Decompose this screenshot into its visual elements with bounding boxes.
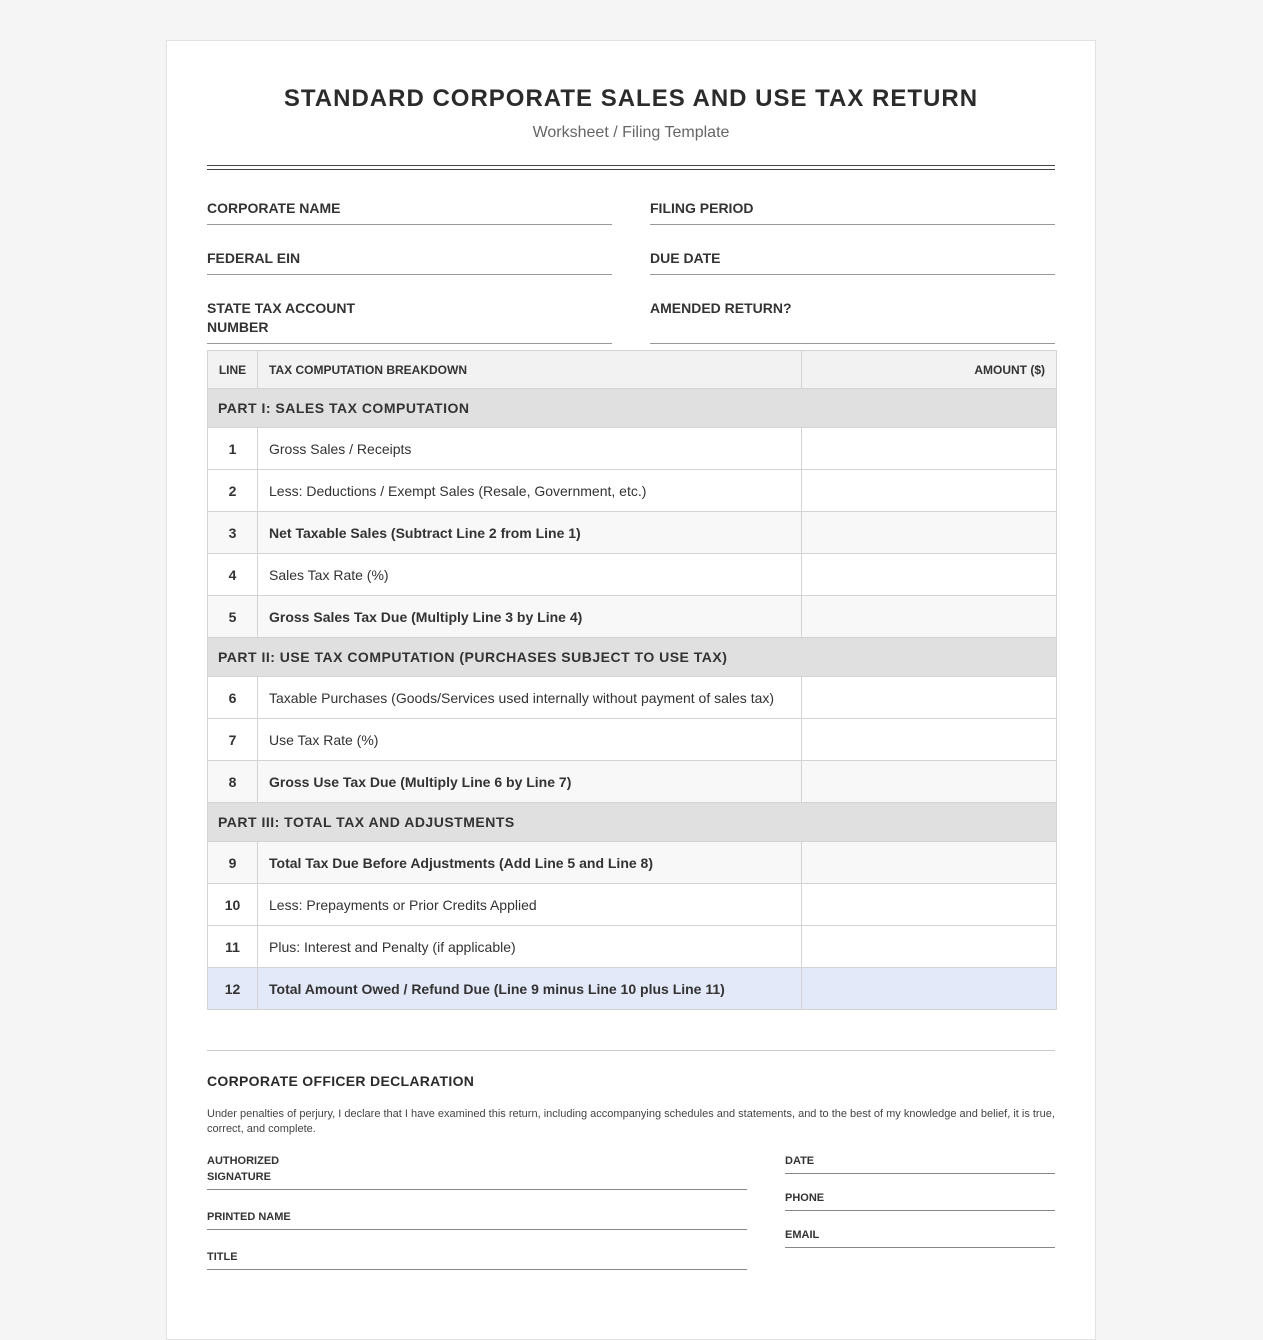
amount-cell[interactable]	[802, 926, 1057, 968]
table-row	[208, 719, 1057, 761]
filing-period-field[interactable]	[650, 199, 1055, 225]
total-row	[208, 968, 1057, 1010]
corporate-info-left	[207, 199, 612, 344]
table-row	[208, 554, 1057, 596]
breakdown-column-header: TAX COMPUTATION BREAKDOWN	[258, 351, 802, 389]
amount-cell[interactable]	[802, 968, 1057, 1010]
amount-cell[interactable]	[802, 884, 1057, 926]
line-description: Total Tax Due Before Adjustments (Add Line 5 and Line 8)	[258, 842, 802, 884]
line-number: 12	[208, 968, 258, 1010]
amount-cell[interactable]	[802, 719, 1057, 761]
printed-name-field[interactable]	[207, 1209, 747, 1230]
part-header-row	[208, 389, 1057, 428]
part-header-row	[208, 638, 1057, 677]
table-row	[208, 428, 1057, 470]
table-row	[208, 926, 1057, 968]
table-row	[208, 512, 1057, 554]
table-header-row	[208, 351, 1057, 389]
line-number: 5	[208, 596, 258, 638]
table-row	[208, 470, 1057, 512]
date-label: DATE	[785, 1155, 815, 1167]
part-1-title: PART I: SALES TAX COMPUTATION	[208, 389, 1057, 428]
amount-cell[interactable]	[802, 470, 1057, 512]
line-number: 2	[208, 470, 258, 512]
table-row	[208, 596, 1057, 638]
due-date-label: DUE DATE	[650, 250, 721, 266]
amount-cell[interactable]	[802, 596, 1057, 638]
line-description: Total Amount Owed / Refund Due (Line 9 minus Line 10 plus Line 11)	[258, 968, 802, 1010]
declaration-text: Under penalties of perjury, I declare that I have examined this return, including accompanying schedules and statements, and to the best of my knowledge and belief, it is true, correct, and complete.	[207, 1108, 1055, 1135]
line-description: Gross Use Tax Due (Multiply Line 6 by Line 7)	[258, 761, 802, 803]
federal-ein-label: FEDERAL EIN	[207, 250, 301, 266]
date-field[interactable]	[785, 1153, 1055, 1174]
amount-cell[interactable]	[802, 677, 1057, 719]
form-subtitle: Worksheet / Filing Template	[532, 124, 730, 141]
phone-field[interactable]	[785, 1190, 1055, 1211]
table-row	[208, 761, 1057, 803]
corporate-name-field[interactable]	[207, 199, 612, 225]
amended-return-field[interactable]	[650, 299, 1055, 344]
line-description: Net Taxable Sales (Subtract Line 2 from Line 1)	[258, 512, 802, 554]
amount-cell[interactable]	[802, 512, 1057, 554]
state-tax-account-field[interactable]	[207, 299, 612, 344]
signature-left	[207, 1153, 747, 1289]
title-field[interactable]	[207, 1249, 747, 1270]
line-description: Less: Prepayments or Prior Credits Applied	[258, 884, 802, 926]
amended-return-label: AMENDED RETURN?	[650, 300, 792, 316]
part-header-row	[208, 803, 1057, 842]
table-row	[208, 677, 1057, 719]
section-divider	[207, 1050, 1055, 1051]
declaration-heading: CORPORATE OFFICER DECLARATION	[207, 1073, 475, 1089]
tax-computation-table	[207, 350, 1057, 1010]
part-3-title: PART III: TOTAL TAX AND ADJUSTMENTS	[208, 803, 1057, 842]
email-label: EMAIL	[785, 1229, 820, 1241]
table-row	[208, 884, 1057, 926]
line-number: 3	[208, 512, 258, 554]
printed-name-label: PRINTED NAME	[207, 1211, 291, 1223]
corporate-name-label: CORPORATE NAME	[207, 200, 341, 216]
due-date-field[interactable]	[650, 249, 1055, 275]
corporate-info-right	[650, 199, 1055, 344]
state-tax-account-label: STATE TAX ACCOUNT NUMBER	[207, 300, 356, 335]
table-row	[208, 842, 1057, 884]
amount-cell[interactable]	[802, 761, 1057, 803]
line-number: 6	[208, 677, 258, 719]
line-number: 7	[208, 719, 258, 761]
line-number: 8	[208, 761, 258, 803]
signature-right	[785, 1153, 1055, 1289]
line-number: 11	[208, 926, 258, 968]
title-divider	[207, 165, 1055, 170]
signature-section	[207, 1153, 1055, 1289]
line-number: 4	[208, 554, 258, 596]
amount-cell[interactable]	[802, 428, 1057, 470]
authorized-signature-field[interactable]	[207, 1153, 747, 1190]
amount-column-header: AMOUNT ($)	[802, 351, 1057, 389]
line-number: 9	[208, 842, 258, 884]
line-description: Less: Deductions / Exempt Sales (Resale, Government, etc.)	[258, 470, 802, 512]
line-description: Gross Sales / Receipts	[258, 428, 802, 470]
line-description: Gross Sales Tax Due (Multiply Line 3 by Line 4)	[258, 596, 802, 638]
line-column-header: LINE	[208, 351, 258, 389]
amount-cell[interactable]	[802, 842, 1057, 884]
tax-form-page	[166, 40, 1096, 1340]
filing-period-label: FILING PERIOD	[650, 200, 754, 216]
line-description: Sales Tax Rate (%)	[258, 554, 802, 596]
authorized-signature-label: AUTHORIZED SIGNATURE	[207, 1155, 280, 1183]
form-title: STANDARD CORPORATE SALES AND USE TAX RETURN	[283, 85, 979, 112]
line-description: Plus: Interest and Penalty (if applicable)	[258, 926, 802, 968]
line-number: 10	[208, 884, 258, 926]
federal-ein-field[interactable]	[207, 249, 612, 275]
line-description: Taxable Purchases (Goods/Services used internally without payment of sales tax)	[258, 677, 802, 719]
email-field[interactable]	[785, 1227, 1055, 1248]
title-label: TITLE	[207, 1251, 238, 1263]
part-2-title: PART II: USE TAX COMPUTATION (PURCHASES SUBJECT TO USE TAX)	[208, 638, 1057, 677]
amount-cell[interactable]	[802, 554, 1057, 596]
phone-label: PHONE	[785, 1192, 825, 1204]
corporate-info-section	[207, 199, 1055, 344]
line-description: Use Tax Rate (%)	[258, 719, 802, 761]
line-number: 1	[208, 428, 258, 470]
